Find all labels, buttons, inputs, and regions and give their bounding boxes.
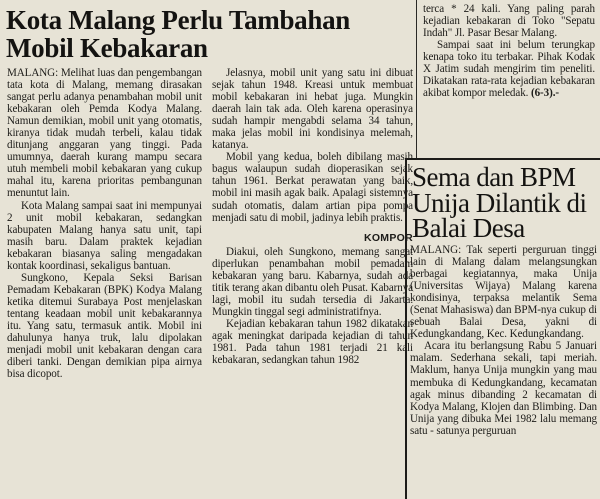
paragraph: Jelasnya, mobil unit yang satu ini dibuat sejak tahun 1948. Kreasi untuk membuat mobil kebakaran ini hebat juga. Mungkin daerah lain tak ada. Oleh karena operasinya sudah hampir mengabdi selama 34 tahun, maka jelas mobil ini kondisinya melemah, katanya.: [212, 67, 413, 152]
article-column-1: [7, 67, 202, 495]
paragraph: Acara itu berlangsung Rabu 5 Januari malam. Sederhana sekali, tapi meriah. Maklum, hanya Unija mungkin yang mau membuka di Kedungkandang, kecamatan agak minus dibanding 2 kecamatan di Kodya Malang, Klojen dan Blimbing. Dan Unija yang dibuka Mei 1982 lalu memang satu - satunya perguruan: [410, 340, 597, 437]
article-column-4: [410, 244, 597, 497]
article-headline: Sema dan BPM Unija Dilantik di Balai Desa: [412, 162, 587, 243]
section-subhead: KOMPOR: [363, 231, 413, 244]
paragraph: Kejadian kebakaran tahun 1982 dikatakan agak meningkat daripada kejadian di tahun 1981. Pada tahun 1981 terjadi 21 kali kebakaran, sedangkan tahun 1982: [212, 317, 413, 367]
paragraph: Sungkono, Kepala Seksi Barisan Pemadam Kebakaran (BPK) Kodya Malang ketika ditemui Surabaya Post menjelaskan tentang keadaan mobil unit kebakarannya itu. Yang satu, termasuk antik. Mobil ini dahulunya hanya truk, lalu dipolakan menjadi mobil unit kebakaran dengan cara diberi tanki. Dengan demikian pipa airnya bisa dicopot.: [7, 271, 202, 381]
paragraph: Kota Malang sampai saat ini mempunyai 2 unit mobil kebakaran, sedangkan kabupaten Malang hanya satu unit, tapi masih baru. Dalam praktek kejadian kebakaran biasanya saling mengadakan kontak koordinasi, sekaligus bantuan.: [7, 199, 202, 272]
paragraph: MALANG: Melihat luas dan pengembangan tata kota di Malang, memang dirasakan sangat perlu adanya penambahan mobil unit kebakaran oleh Pemda Kodya Malang. Namun demikian, mobil unit yang otomatis, kiranya tidak mudah terbeli, kalau tidak ditunjang anggaran yang tinggi. Pada umumnya, daerah kurang mampu secara utuh membeli mobil kebakaran yang cukup mahal itu, karena prioritas pembangunan menuntut lain.: [7, 67, 202, 200]
paragraph-text: Sampai saat ini belum terungkap kenapa toko itu terbakar. Pihak Kodak X Jatim sudah mengirim tim peneliti. Dikatakan rata-rata kejadian kebakaran akibat kompor meledak.: [423, 39, 595, 100]
paragraph: Mobil yang kedua, boleh dibilang masih bagus walaupun sudah dioperasikan sejak tahun 1961. Berkat perawatan yang baik, mobil ini masih agak baik. Apalagi sistemnya sudah otomatis, dalam artian pipa pompa menjadi satu di mobil, jadinya lebih praktis.: [212, 151, 413, 224]
paragraph: MALANG: Tak seperti perguruan tinggi lain di Malang dalam melangsungkan berbagai kegiatannya, maka Unija (Universitas Wijaya) Malang karena kondisinya, terpaksa melantik Sema (Senat Mahasiswa) dan BPM-nya cukup di sebuah Balai Desa, yakni di Kedungkandang, Kec. Kedungkandang.: [410, 244, 597, 341]
column-divider: [416, 0, 417, 160]
paragraph: Diakui, oleh Sungkono, memang sangat diperlukan penambahan mobil pemadam kebakaran yang baru. Kabarnya, sudah ada titik terang akan dibantu oleh Pusat. Kabarnya lagi, mobil itu sudah tersedia di Jakarta. Mungkin tinggal segi administratifnya.: [212, 245, 413, 318]
article-column-2: [212, 67, 413, 495]
paragraph: terca * 24 kali. Yang paling parah kejadian kebakaran di Toko "Sepatu Indah" Jl. Pasar Besar Malang.: [423, 3, 595, 40]
article-headline: Kota Malang Perlu Tambahan Mobil Kebakaran: [6, 5, 351, 63]
article-column-3: [423, 3, 595, 153]
author-signoff: (6-3).-: [531, 87, 559, 100]
paragraph: [423, 39, 595, 99]
